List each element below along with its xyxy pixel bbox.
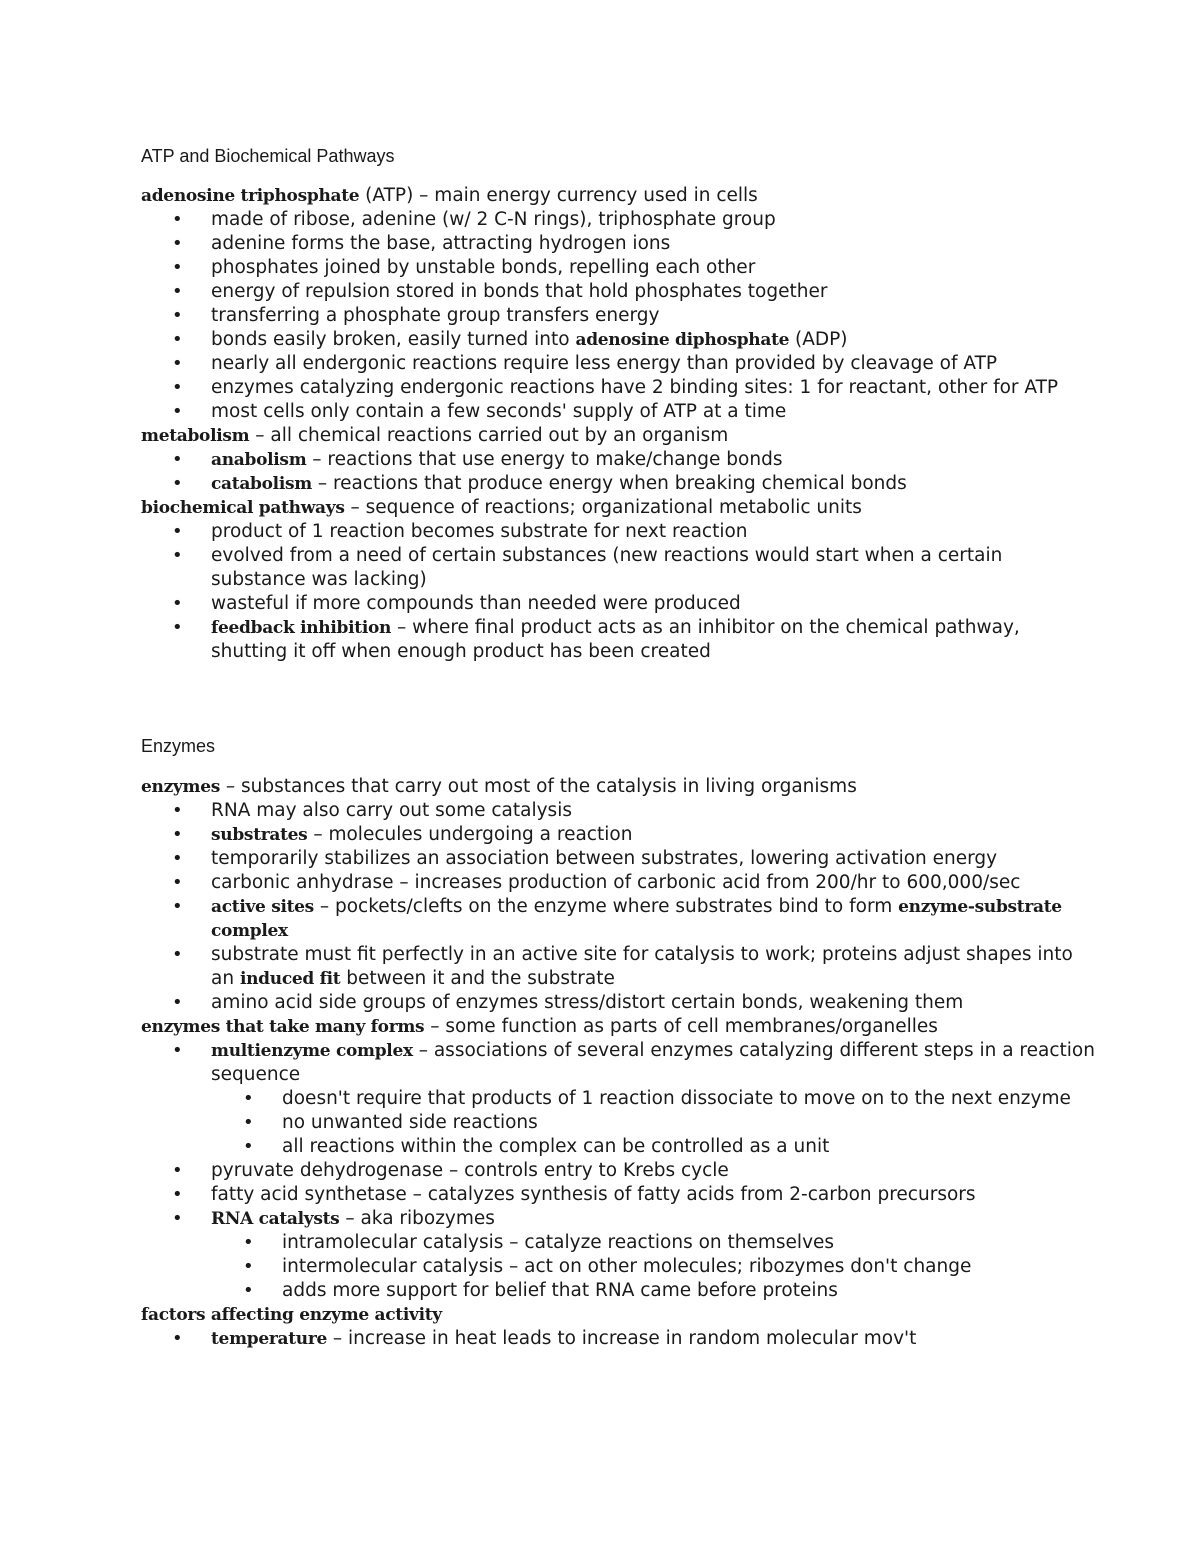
- list-item: • substrate must fit perfectly in an active site for catalysis to work; proteins adjust shapes into an induced fit between it and the substrate: [141, 943, 1101, 991]
- factors-list: [141, 1327, 1101, 1351]
- term-factors-enzyme-activity: factors affecting enzyme activity: [141, 1305, 442, 1325]
- section-atp-body: [141, 184, 1101, 664]
- sub-list-item: • intermolecular catalysis – act on other molecules; ribozymes don't change: [141, 1255, 1101, 1279]
- list-item: • anabolism – reactions that use energy to make/change bonds: [141, 448, 1101, 472]
- definition-atp: adenosine triphosphate (ATP) – main energy currency used in cells: [141, 185, 758, 206]
- list-item: • bonds easily broken, easily turned into adenosine diphosphate (ADP): [141, 328, 1101, 352]
- section-heading-atp: ATP and Biochemical Pathways: [141, 146, 395, 166]
- term-atp: adenosine triphosphate: [141, 186, 360, 206]
- list-item: • enzymes catalyzing endergonic reactions have 2 binding sites: 1 for reactant, other for ATP: [141, 376, 1101, 400]
- list-item: • made of ribose, adenine (w/ 2 C-N rings), triphosphate group: [141, 208, 1101, 232]
- sub-list-item: • all reactions within the complex can be controlled as a unit: [141, 1135, 1101, 1159]
- term-metabolism: metabolism: [141, 426, 250, 446]
- definition-biochemical-pathways: biochemical pathways – sequence of reactions; organizational metabolic units: [141, 497, 862, 518]
- list-item: • nearly all endergonic reactions require less energy than provided by cleavage of ATP: [141, 352, 1101, 376]
- term-induced-fit: induced fit: [239, 969, 341, 989]
- term-rna-catalysts: RNA catalysts: [211, 1209, 340, 1229]
- sub-list-item: • adds more support for belief that RNA came before proteins: [141, 1279, 1101, 1303]
- definition-enzymes: enzymes – substances that carry out most of the catalysis in living organisms: [141, 776, 857, 797]
- enzymes-list: [141, 799, 1101, 1015]
- term-adp: adenosine diphosphate: [575, 330, 790, 350]
- definition-enzymes-many-forms: enzymes that take many forms – some function as parts of cell membranes/organelles: [141, 1016, 938, 1037]
- list-item: • active sites – pockets/clefts on the enzyme where substrates bind to form enzyme-substrate complex: [141, 895, 1101, 943]
- list-item: • feedback inhibition – where final product acts as an inhibitor on the chemical pathway, shutting it off when enough product has been created: [141, 616, 1101, 664]
- list-item: • adenine forms the base, attracting hydrogen ions: [141, 232, 1101, 256]
- list-item: • amino acid side groups of enzymes stress/distort certain bonds, weakening them: [141, 991, 1101, 1015]
- term-feedback-inhibition: feedback inhibition: [211, 618, 392, 638]
- list-item: • wasteful if more compounds than needed were produced: [141, 592, 1101, 616]
- list-item: • energy of repulsion stored in bonds that hold phosphates together: [141, 280, 1101, 304]
- atp-list: [141, 208, 1101, 424]
- definition-factors: [141, 1303, 1101, 1327]
- pathways-list: [141, 520, 1101, 664]
- term-active-sites: active sites: [211, 897, 314, 917]
- sub-list-item: • intramolecular catalysis – catalyze reactions on themselves: [141, 1231, 1101, 1255]
- term-temperature: temperature: [211, 1329, 328, 1349]
- list-item: • fatty acid synthetase – catalyzes synthesis of fatty acids from 2-carbon precursors: [141, 1183, 1101, 1207]
- list-item: • catabolism – reactions that produce energy when breaking chemical bonds: [141, 472, 1101, 496]
- list-item: • substrates – molecules undergoing a reaction: [141, 823, 1101, 847]
- list-item: • RNA may also carry out some catalysis: [141, 799, 1101, 823]
- list-item: • most cells only contain a few seconds' supply of ATP at a time: [141, 400, 1101, 424]
- list-item: • product of 1 reaction becomes substrate for next reaction: [141, 520, 1101, 544]
- term-anabolism: anabolism: [211, 450, 307, 470]
- metabolism-list: [141, 448, 1101, 496]
- term-catabolism: catabolism: [211, 474, 312, 494]
- section-heading-enzymes: Enzymes: [141, 736, 216, 756]
- term-biochemical-pathways: biochemical pathways: [141, 498, 345, 518]
- term-enzyme-substrate-complex: enzyme-substrate complex: [211, 897, 1062, 941]
- list-item: • temperature – increase in heat leads to increase in random molecular mov't: [141, 1327, 1101, 1351]
- many-forms-list: [141, 1039, 1101, 1303]
- definition-metabolism: metabolism – all chemical reactions carried out by an organism: [141, 425, 729, 446]
- list-item: • transferring a phosphate group transfers energy: [141, 304, 1101, 328]
- section-enzymes-body: [141, 775, 1101, 1351]
- term-enzymes: enzymes: [141, 777, 220, 797]
- term-multienzyme-complex: multienzyme complex: [211, 1041, 413, 1061]
- sub-list-item: • no unwanted side reactions: [141, 1111, 1101, 1135]
- sub-list-item: • doesn't require that products of 1 reaction dissociate to move on to the next enzyme: [141, 1087, 1101, 1111]
- list-item: • pyruvate dehydrogenase – controls entry to Krebs cycle: [141, 1159, 1101, 1183]
- list-item: • evolved from a need of certain substances (new reactions would start when a certain substance was lacking): [141, 544, 1101, 592]
- list-item: • temporarily stabilizes an association between substrates, lowering activation energy: [141, 847, 1101, 871]
- list-item: • RNA catalysts – aka ribozymes: [141, 1207, 1101, 1231]
- term-enzymes-many-forms: enzymes that take many forms: [141, 1017, 425, 1037]
- list-item: • phosphates joined by unstable bonds, repelling each other: [141, 256, 1101, 280]
- list-item: • multienzyme complex – associations of several enzymes catalyzing different steps in a reaction sequence: [141, 1039, 1101, 1087]
- list-item: • carbonic anhydrase – increases production of carbonic acid from 200/hr to 600,000/sec: [141, 871, 1101, 895]
- term-substrates: substrates: [211, 825, 308, 845]
